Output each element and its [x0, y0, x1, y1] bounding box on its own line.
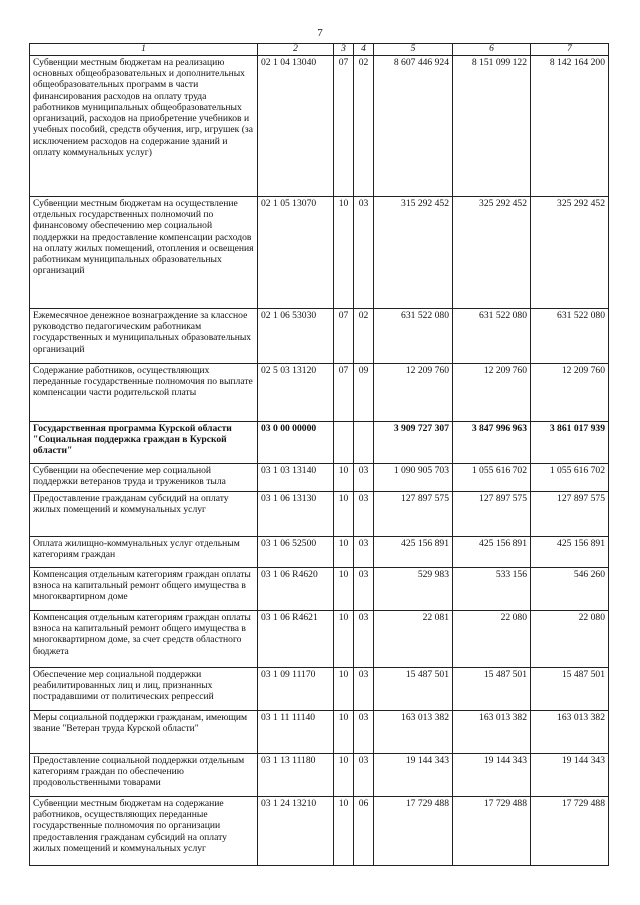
row-name: Оплата жилищно-коммунальных услуг отдельным категориям граждан [30, 537, 258, 568]
row-value-3: 3 861 017 939 [531, 422, 609, 464]
row-subsection: 03 [354, 711, 374, 754]
row-code: 03 1 06 R4620 [258, 568, 334, 611]
table-row [30, 537, 609, 568]
row-code: 03 1 09 11170 [258, 668, 334, 711]
row-section: 10 [334, 797, 354, 866]
row-name: Субвенции местным бюджетам на осуществление отдельных государственных полномочий по финансовому обеспечению мер социальной поддержки на предоставление компенсации расходов на оплату жилых помещений, отопления и освещения работникам муниципальных образовательных организаций [30, 197, 258, 309]
header-cell: 3 [334, 44, 354, 56]
row-subsection: 03 [354, 464, 374, 492]
row-subsection: 02 [354, 56, 374, 197]
table-header-row [30, 44, 609, 56]
row-name: Ежемесячное денежное вознаграждение за классное руководство педагогическим работникам государственных и муниципальных образовательных организаций [30, 309, 258, 364]
header-cell: 7 [531, 44, 609, 56]
row-name: Компенсация отдельным категориям граждан оплаты взноса на капитальный ремонт общего имущества в многоквартирном доме, за счет средств областного бюджета [30, 611, 258, 668]
table-row [30, 56, 609, 197]
row-value-2: 631 522 080 [453, 309, 531, 364]
header-cell: 2 [258, 44, 334, 56]
row-code: 03 1 06 52500 [258, 537, 334, 568]
row-value-3: 19 144 343 [531, 754, 609, 797]
table-row [30, 568, 609, 611]
row-subsection: 03 [354, 197, 374, 309]
row-subsection: 03 [354, 568, 374, 611]
row-value-1: 425 156 891 [374, 537, 453, 568]
row-subsection: 03 [354, 668, 374, 711]
row-subsection: 03 [354, 611, 374, 668]
row-section: 10 [334, 537, 354, 568]
row-value-1: 127 897 575 [374, 492, 453, 537]
row-subsection [354, 422, 374, 464]
row-section: 10 [334, 668, 354, 711]
row-value-2: 8 151 099 122 [453, 56, 531, 197]
row-name: Содержание работников, осуществляющих переданные государственные полномочия по выплате компенсации части родительской платы [30, 364, 258, 422]
row-subsection: 03 [354, 492, 374, 537]
row-name: Меры социальной поддержки гражданам, имеющим звание "Ветеран труда Курской области" [30, 711, 258, 754]
row-code: 03 1 24 13210 [258, 797, 334, 866]
row-name: Субвенции местным бюджетам на содержание работников, осуществляющих переданные государственные полномочия по организации предоставления гражданам субсидий на оплату жилых помещений и коммунальных услуг [30, 797, 258, 866]
row-value-2: 1 055 616 702 [453, 464, 531, 492]
row-section: 10 [334, 611, 354, 668]
row-value-3: 546 260 [531, 568, 609, 611]
row-section: 07 [334, 56, 354, 197]
row-code: 02 1 06 53030 [258, 309, 334, 364]
row-value-3: 127 897 575 [531, 492, 609, 537]
table-row [30, 364, 609, 422]
row-value-3: 631 522 080 [531, 309, 609, 364]
row-value-2: 163 013 382 [453, 711, 531, 754]
row-name: Субвенции на обеспечение мер социальной поддержки ветеранов труда и тружеников тыла [30, 464, 258, 492]
row-subsection: 06 [354, 797, 374, 866]
row-subsection: 03 [354, 754, 374, 797]
row-value-1: 15 487 501 [374, 668, 453, 711]
row-value-3: 12 209 760 [531, 364, 609, 422]
header-cell: 4 [354, 44, 374, 56]
row-value-3: 8 142 164 200 [531, 56, 609, 197]
row-section: 10 [334, 711, 354, 754]
row-value-3: 425 156 891 [531, 537, 609, 568]
page-number: 7 [317, 27, 323, 39]
row-value-1: 163 013 382 [374, 711, 453, 754]
row-name: Субвенции местным бюджетам на реализацию основных общеобразовательных и дополнительных общеобразовательных программ в части финансирования расходов на оплату труда работников муниципальных общеобразовательных организаций, расходов на приобретение учебников и учебных пособий, средств обучения, игр, игрушек (за исключением расходов на содержание зданий и оплату коммунальных услуг) [30, 56, 258, 197]
row-code: 03 1 06 R4621 [258, 611, 334, 668]
row-code: 03 0 00 00000 [258, 422, 334, 464]
table-row [30, 711, 609, 754]
row-value-1: 17 729 488 [374, 797, 453, 866]
row-subsection: 09 [354, 364, 374, 422]
row-section: 10 [334, 464, 354, 492]
row-value-2: 3 847 996 963 [453, 422, 531, 464]
row-value-1: 3 909 727 307 [374, 422, 453, 464]
row-name: Предоставление социальной поддержки отдельным категориям граждан по обеспечению продовольственными товарами [30, 754, 258, 797]
row-value-2: 127 897 575 [453, 492, 531, 537]
row-value-1: 22 081 [374, 611, 453, 668]
row-value-1: 631 522 080 [374, 309, 453, 364]
row-value-3: 325 292 452 [531, 197, 609, 309]
row-code: 03 1 03 13140 [258, 464, 334, 492]
table-row [30, 197, 609, 309]
row-section: 10 [334, 754, 354, 797]
row-code: 02 1 04 13040 [258, 56, 334, 197]
row-value-2: 325 292 452 [453, 197, 531, 309]
row-code: 03 1 11 11140 [258, 711, 334, 754]
row-code: 02 5 03 13120 [258, 364, 334, 422]
table-row-program [30, 422, 609, 464]
table-row [30, 492, 609, 537]
row-section: 10 [334, 568, 354, 611]
row-value-1: 8 607 446 924 [374, 56, 453, 197]
header-cell: 5 [374, 44, 453, 56]
row-value-1: 529 983 [374, 568, 453, 611]
row-value-1: 315 292 452 [374, 197, 453, 309]
row-subsection: 03 [354, 537, 374, 568]
row-value-2: 12 209 760 [453, 364, 531, 422]
row-name: Компенсация отдельным категориям граждан оплаты взноса на капитальный ремонт общего имущества в многоквартирном доме [30, 568, 258, 611]
row-value-2: 17 729 488 [453, 797, 531, 866]
table-row [30, 754, 609, 797]
row-value-2: 425 156 891 [453, 537, 531, 568]
table-row [30, 309, 609, 364]
row-value-3: 163 013 382 [531, 711, 609, 754]
row-value-3: 17 729 488 [531, 797, 609, 866]
row-name: Государственная программа Курской области "Социальная поддержка граждан в Курской области" [30, 422, 258, 464]
row-value-1: 1 090 905 703 [374, 464, 453, 492]
row-subsection: 02 [354, 309, 374, 364]
row-value-2: 19 144 343 [453, 754, 531, 797]
row-code: 03 1 06 13130 [258, 492, 334, 537]
table-row [30, 611, 609, 668]
row-section: 10 [334, 197, 354, 309]
row-value-3: 1 055 616 702 [531, 464, 609, 492]
header-cell: 6 [453, 44, 531, 56]
row-code: 03 1 13 11180 [258, 754, 334, 797]
table-row [30, 668, 609, 711]
row-section: 07 [334, 364, 354, 422]
row-code: 02 1 05 13070 [258, 197, 334, 309]
row-value-3: 15 487 501 [531, 668, 609, 711]
row-value-1: 19 144 343 [374, 754, 453, 797]
row-section [334, 422, 354, 464]
row-value-1: 12 209 760 [374, 364, 453, 422]
row-name: Предоставление гражданам субсидий на оплату жилых помещений и коммунальных услуг [30, 492, 258, 537]
table-row [30, 464, 609, 492]
row-value-2: 22 080 [453, 611, 531, 668]
row-section: 07 [334, 309, 354, 364]
table-row [30, 797, 609, 866]
row-name: Обеспечение мер социальной поддержки реабилитированных лиц и лиц, признанных пострадавшими от политических репрессий [30, 668, 258, 711]
budget-table [29, 43, 609, 866]
row-value-3: 22 080 [531, 611, 609, 668]
header-cell: 1 [30, 44, 258, 56]
row-section: 10 [334, 492, 354, 537]
row-value-2: 533 156 [453, 568, 531, 611]
row-value-2: 15 487 501 [453, 668, 531, 711]
